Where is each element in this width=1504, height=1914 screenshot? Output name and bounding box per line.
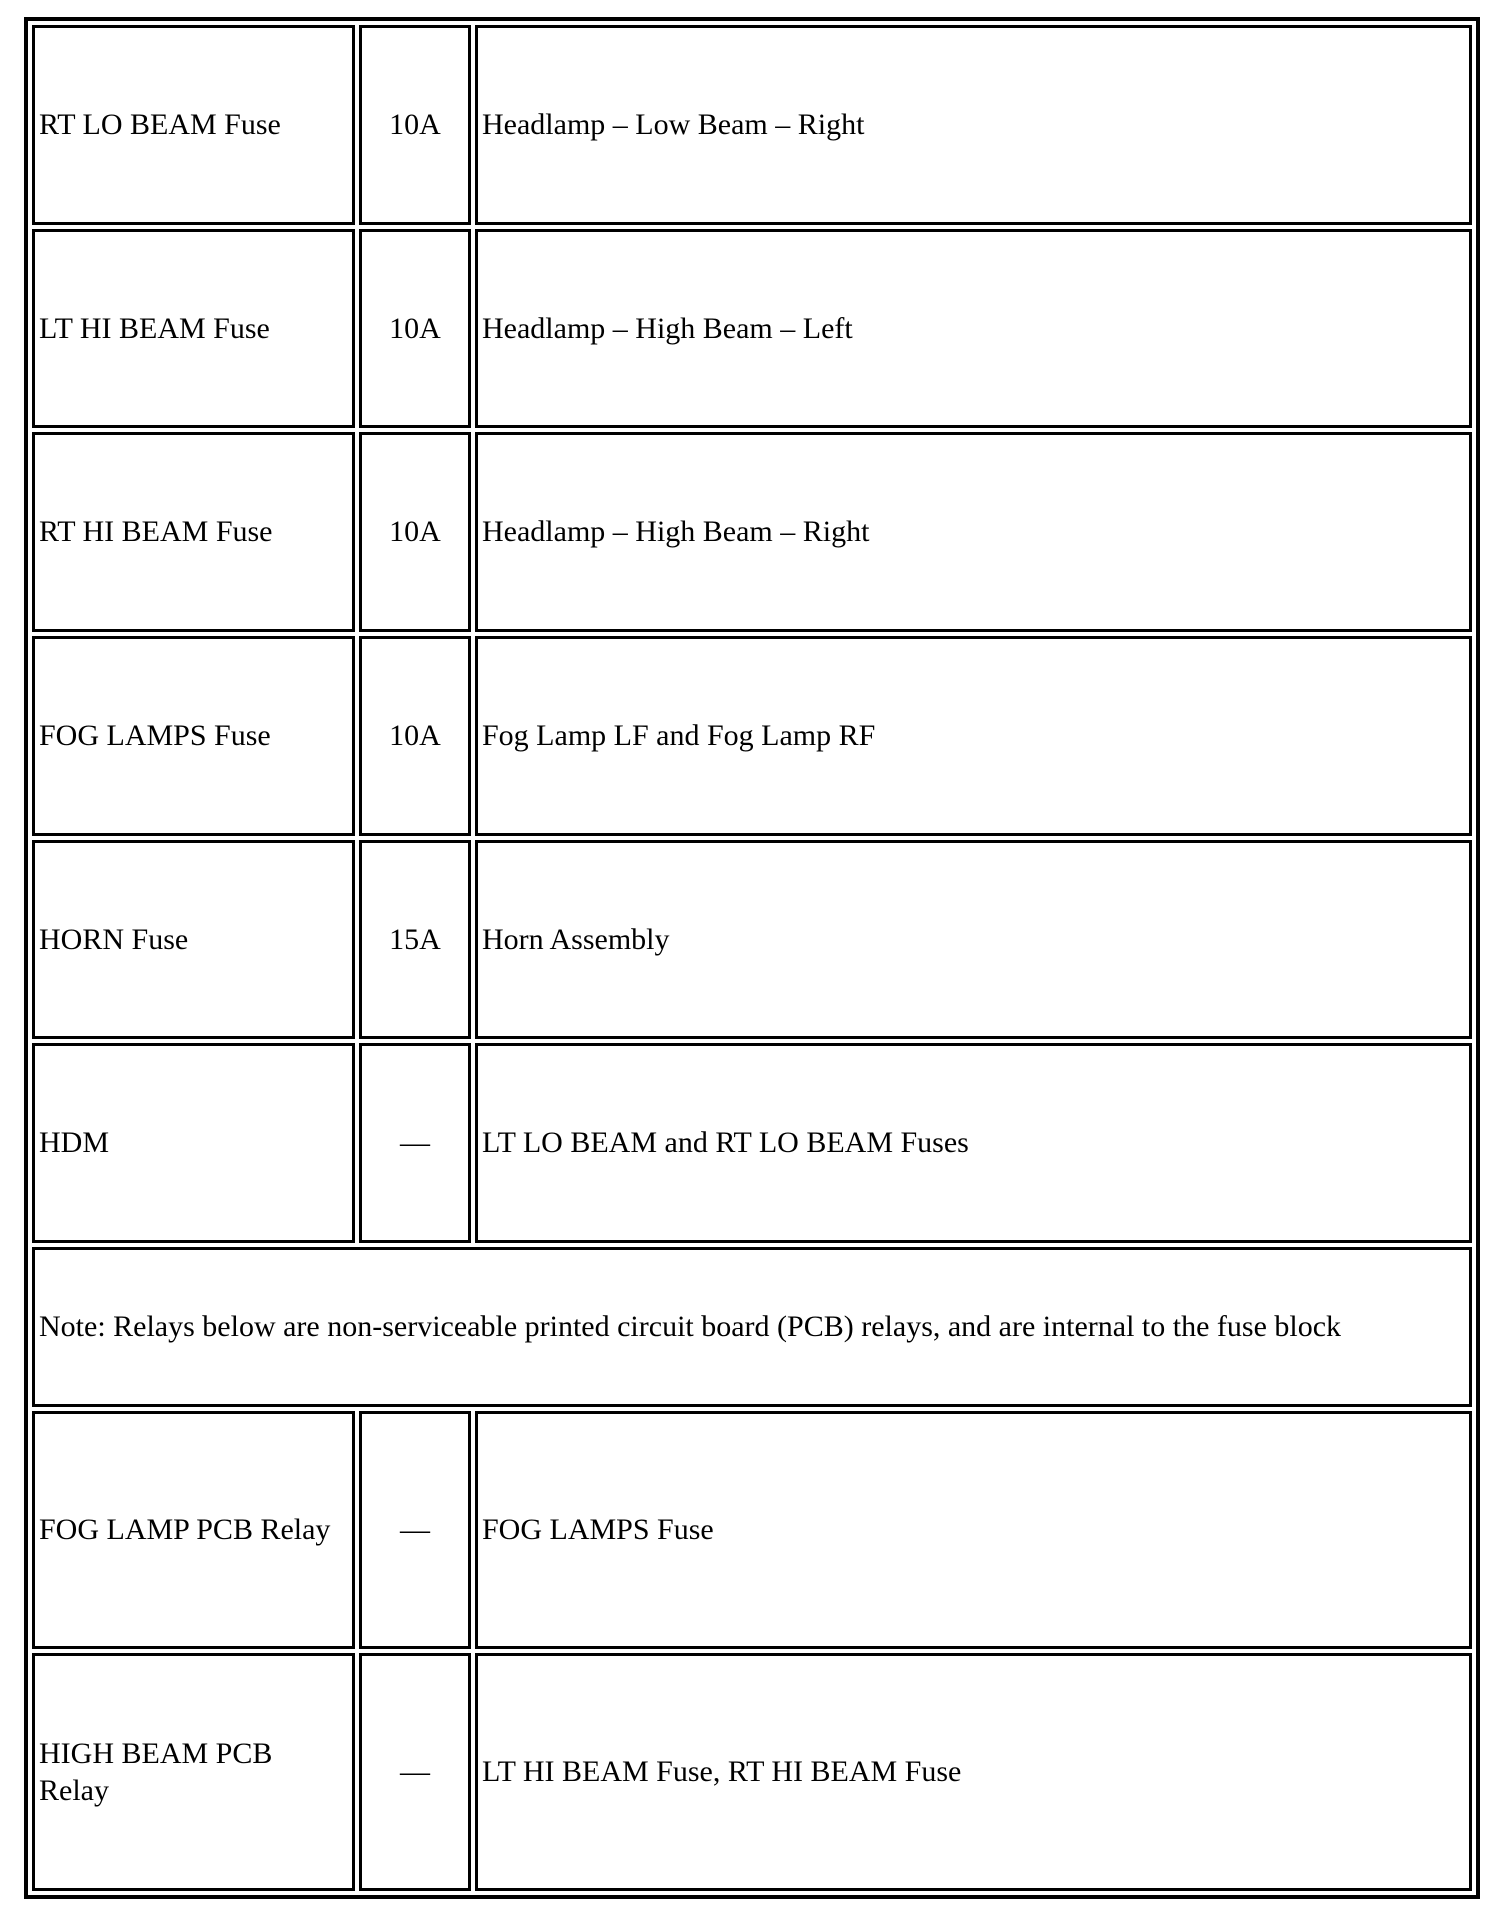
table-row [32,25,1472,225]
table-row [32,1653,1472,1891]
fuse-name: RT LO BEAM Fuse [32,25,355,225]
fuse-name: LT HI BEAM Fuse [32,229,355,429]
table-row [32,432,1472,632]
fuse-table [28,21,1476,1895]
fuse-name: RT HI BEAM Fuse [32,432,355,632]
relay-rating: — [359,1653,471,1891]
circuit-protected: LT HI BEAM Fuse, RT HI BEAM Fuse [475,1653,1472,1891]
table-row [32,1411,1472,1649]
circuit-protected: Horn Assembly [475,840,1472,1040]
fuse-rating: 10A [359,432,471,632]
fuse-table-page [24,17,1480,1899]
circuit-protected: Headlamp – High Beam – Left [475,229,1472,429]
table-row [32,229,1472,429]
table-row [32,636,1472,836]
note-row [32,1247,1472,1408]
circuit-protected: Headlamp – Low Beam – Right [475,25,1472,225]
relay-name: HIGH BEAM PCB Relay [32,1653,355,1891]
fuse-rating: 15A [359,840,471,1040]
fuse-name: HORN Fuse [32,840,355,1040]
table-row [32,1043,1472,1243]
circuit-protected: LT LO BEAM and RT LO BEAM Fuses [475,1043,1472,1243]
fuse-rating: — [359,1043,471,1243]
fuse-name: FOG LAMPS Fuse [32,636,355,836]
fuse-rating: 10A [359,636,471,836]
table-row [32,840,1472,1040]
fuse-rating: 10A [359,25,471,225]
circuit-protected: Headlamp – High Beam – Right [475,432,1472,632]
relay-note: Note: Relays below are non-serviceable printed circuit board (PCB) relays, and are internal to the fuse block [32,1247,1472,1408]
circuit-protected: Fog Lamp LF and Fog Lamp RF [475,636,1472,836]
relay-name: FOG LAMP PCB Relay [32,1411,355,1649]
circuit-protected: FOG LAMPS Fuse [475,1411,1472,1649]
fuse-name: HDM [32,1043,355,1243]
fuse-rating: 10A [359,229,471,429]
relay-rating: — [359,1411,471,1649]
